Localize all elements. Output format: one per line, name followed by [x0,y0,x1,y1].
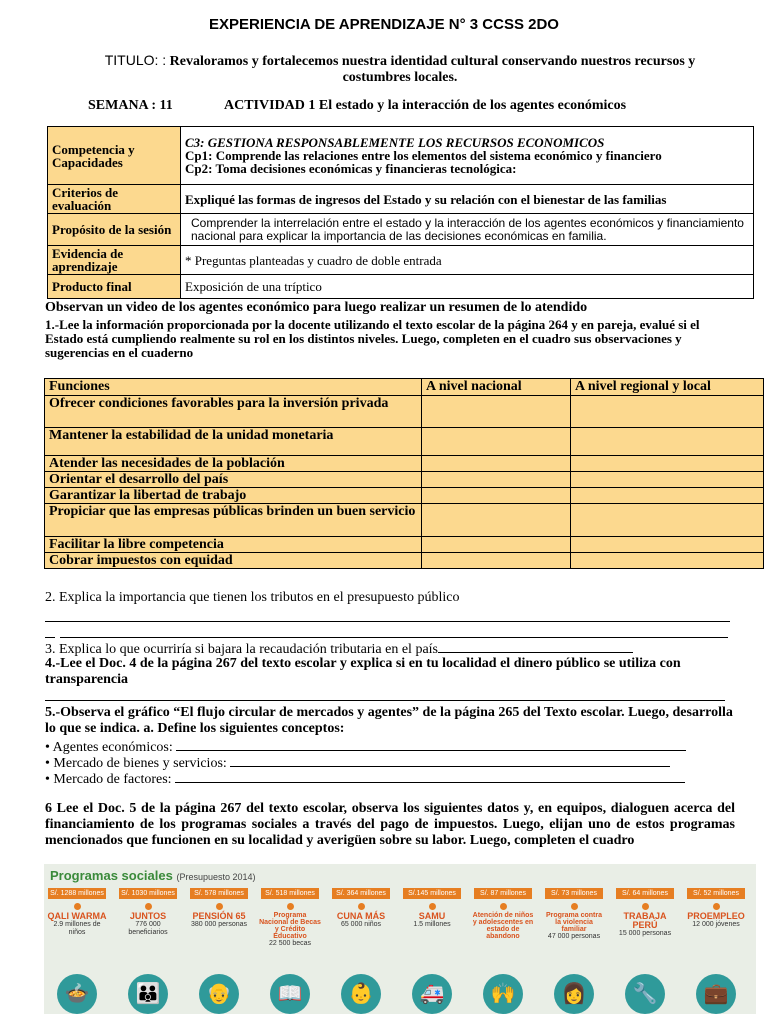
program-amount: S/. 87 millones [474,888,532,899]
cell-regional[interactable] [571,553,764,569]
dot-icon [145,903,152,910]
dot-icon [500,903,507,910]
dot-icon [429,903,436,910]
dot-icon [216,903,223,910]
cell-nacional[interactable] [422,504,571,537]
cell-regional[interactable] [571,428,764,456]
program-item [543,888,605,941]
program-name: PROEMPLEO [687,911,745,921]
banner-title [50,868,256,883]
program-name: Programa Nacional de Becas y Crédito Educativo [259,912,321,940]
program-amount: S/. 364 millones [332,888,390,899]
intro-text: Observan un video de los agentes económico para luego realizar un resumen de lo atendido [45,300,588,315]
function-row: Cobrar impuestos con equidad [45,553,422,569]
program-name: Programa contra la violencia familiar [545,912,603,933]
cell-nacional[interactable] [422,428,571,456]
program-item [472,888,534,940]
cell-nacional[interactable] [422,553,571,569]
program-name: QALI WARMA [47,911,107,921]
question-3: 3. Explica lo que ocurriría si bajara la recaudación tributaria en el país [45,642,438,657]
function-row: Mantener la estabilidad de la unidad monetaria [45,428,422,456]
book-icon: 📖 [270,974,310,1014]
program-item [614,888,676,938]
competencia-cp1: Cp1: Comprende las relaciones entre los elementos del sistema económico y financiero [185,148,662,163]
cell-regional[interactable] [571,537,764,553]
concept-line-1[interactable] [176,738,686,751]
program-name: CUNA MÁS [336,911,386,921]
info-label-evidencia: Evidencia de aprendizaje [48,246,181,275]
program-amount: S/. 1030 millones [119,888,177,899]
answer-line-3[interactable] [438,640,633,653]
program-desc: 1.5 millones [413,921,451,928]
program-desc: 15 000 personas [618,930,672,937]
concept-line-2[interactable] [230,754,670,767]
concept-label-2: • Mercado de bienes y servicios: [45,756,227,771]
semana: SEMANA : 11 [88,98,173,113]
answer-line-2[interactable] [45,621,730,622]
functions-header-funciones: Funciones [45,379,422,396]
wrench-icon: 🔧 [625,974,665,1014]
program-name: TRABAJA PERÚ [623,911,667,930]
family-icon: 👪 [128,974,168,1014]
cell-nacional[interactable] [422,472,571,488]
program-desc: 12 000 jóvenes [692,921,740,928]
functions-header-nacional: A nivel nacional [422,379,571,396]
program-item [401,888,463,929]
question-2: 2. Explica la importancia que tienen los tributos en el presupuesto público [45,590,460,605]
dot-icon [571,903,578,910]
question-6: 6 Lee el Doc. 5 de la página 267 del texto escolar, observa los siguientes datos y, en equipos, dialoguen acerca del financiamiento de los programas sociales a través del pago de impuestos. Luego, elijan uno de estos programas mencionados que funcionen en su localidad y averigüen sobre su labor. Luego, completen el cuadro [45,801,735,848]
info-label-proposito: Propósito de la sesión [48,214,181,246]
dot-icon [74,903,81,910]
program-desc: 380 000 personas [190,921,248,928]
program-name: JUNTOS [129,911,167,921]
competencia-c3: C3: GESTIONA RESPONSABLEMENTE LOS RECURSOS ECONOMICOS [185,135,605,150]
program-item [188,888,250,929]
program-amount: S/. 52 millones [687,888,745,899]
dot-icon [358,903,365,910]
info-value-proposito: Comprender la interrelación entre el estado y la interacción de los agentes económicos y financiamiento nacional para explicar la importancia de las decisiones económicas en familia. [181,214,754,246]
program-desc: 65 000 niños [340,921,382,928]
function-row: Ofrecer condiciones favorables para la inversión privada [45,396,422,428]
elder-icon: 👴 [199,974,239,1014]
concept-line-3[interactable] [175,770,685,783]
cell-regional[interactable] [571,472,764,488]
program-item [259,888,321,948]
dot-icon [713,903,720,910]
competencia-cp2: Cp2: Toma decisiones económicas y financieras tecnológica: [185,161,517,176]
question-4: 4.-Lee el Doc. 4 de la página 267 del texto escolar y explica si en tu localidad el dinero público se utiliza con transparencia [45,656,681,687]
info-value-criterios: Expliqué las formas de ingresos del Estado y su relación con el bienestar de las familias [181,185,754,214]
titulo-label: TITULO: : [104,52,167,68]
cell-nacional[interactable] [422,456,571,472]
info-table [47,126,754,299]
child-icon: 🙌 [483,974,523,1014]
program-desc: 22 500 becas [268,940,312,947]
answer-line-4[interactable] [45,700,725,701]
cell-regional[interactable] [571,488,764,504]
dot-icon [287,903,294,910]
concept-label-3: • Mercado de factores: [45,772,172,787]
banner-subtitle: (Presupuesto 2014) [176,872,256,882]
info-label-competencia: Competencia y Capacidades [48,127,181,185]
program-amount: S/. 73 millones [545,888,603,899]
program-amount: S/. 518 millones [261,888,319,899]
program-amount: S/. 64 millones [616,888,674,899]
info-label-producto: Producto final [48,275,181,299]
program-item [117,888,179,937]
program-name: PENSIÓN 65 [192,911,246,921]
dot-icon [642,903,649,910]
program-amount: S/.145 millones [403,888,461,899]
concept-row-3 [45,770,735,788]
function-row: Orientar el desarrollo del país [45,472,422,488]
info-value-producto: Exposición de una tríptico [181,275,754,299]
program-desc: 2.9 millones de niños [53,921,101,936]
program-name: SAMU [418,911,446,921]
program-item [46,888,108,937]
function-row: Atender las necesidades de la población [45,456,422,472]
worker-icon: 💼 [696,974,736,1014]
food-icon: 🍲 [57,974,97,1014]
programs-banner [44,864,756,1014]
question-5: 5.-Observa el gráfico “El flujo circular de mercados y agentes” de la página 265 del Texto escolar. Luego, desarrolla lo que se indica. a. Define los siguientes conceptos: [45,705,733,736]
titulo [100,52,700,86]
info-value-evidencia: * Preguntas planteadas y cuadro de doble entrada [181,246,754,275]
question-1: 1.-Lee la información proporcionada por la docente utilizando el texto escolar de la página 264 y en pareja, evalué si el Estado está cumpliendo realmente su rol en los distintos niveles. Luego, completen en el cuadro sus observaciones y sugerencias en el cuaderno [45,317,700,360]
program-name: Atención de niños y adolescentes en estado de abandono [472,912,534,940]
info-value-competencia [181,127,754,185]
cell-regional[interactable] [571,456,764,472]
cell-regional[interactable] [571,504,764,537]
function-row: Propiciar que las empresas públicas brinden un buen servicio [45,504,422,537]
baby-icon: 👶 [341,974,381,1014]
functions-table [44,378,764,569]
banner-title-text: Programas sociales [50,868,173,883]
cell-nacional[interactable] [422,488,571,504]
mother-child-icon: 👩 [554,974,594,1014]
program-item [330,888,392,929]
cell-nacional[interactable] [422,537,571,553]
program-amount: S/. 1288 millones [48,888,106,899]
cell-regional[interactable] [571,396,764,428]
program-amount: S/. 578 millones [190,888,248,899]
ambulance-icon: 🚑 [412,974,452,1014]
program-desc: 776 000 beneficiarios [128,921,168,936]
page-title: EXPERIENCIA DE APRENDIZAJE N° 3 CCSS 2DO [209,16,559,33]
concept-label-1: • Agentes económicos: [45,740,173,755]
answer-line-2c[interactable] [60,637,728,638]
actividad: ACTIVIDAD 1 El estado y la interacción de los agentes económicos [224,98,627,113]
cell-nacional[interactable] [422,396,571,428]
program-desc: 47 000 personas [547,933,601,940]
info-label-criterios: Criterios de evaluación [48,185,181,214]
answer-line-2b[interactable] [45,637,55,638]
functions-header-regional: A nivel regional y local [571,379,764,396]
function-row: Facilitar la libre competencia [45,537,422,553]
titulo-text: Revaloramos y fortalecemos nuestra identidad cultural conservando nuestros recursos y costumbres locales. [169,54,696,85]
function-row: Garantizar la libertad de trabajo [45,488,422,504]
program-item [685,888,747,929]
